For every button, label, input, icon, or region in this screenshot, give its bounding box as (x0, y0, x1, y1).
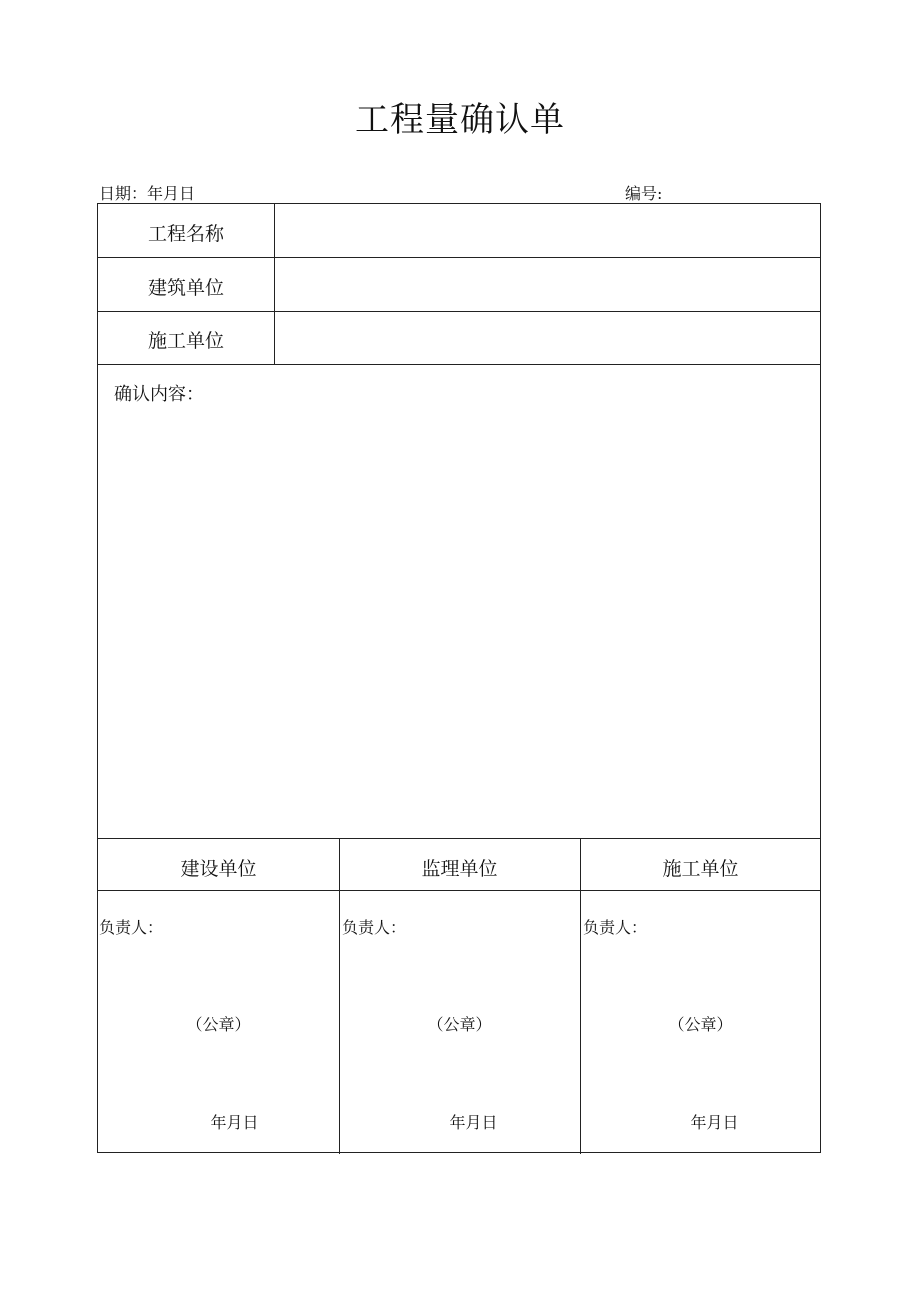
builder-unit-header: 建设单位 (180, 858, 257, 880)
row-divider (98, 257, 820, 258)
supervision-seal: （公章） (427, 1015, 492, 1034)
row-divider (98, 311, 820, 312)
column-divider (580, 838, 581, 1154)
date-field: 日期：年月日 (99, 184, 196, 203)
column-divider (274, 204, 275, 364)
row-divider (98, 838, 820, 839)
contractor-seal: （公章） (668, 1015, 733, 1034)
supervision-sign-date: 年月日 (449, 1113, 498, 1132)
confirmation-form (97, 203, 821, 1153)
contractor-unit-header: 施工单位 (662, 858, 739, 880)
supervision-unit-header: 监理单位 (421, 858, 498, 880)
document-number-field: 编号: (625, 184, 663, 203)
confirmation-content-label: 确认内容： (114, 384, 204, 405)
row-divider (98, 364, 820, 365)
row-divider (98, 890, 820, 891)
supervision-responsible-person: 负责人： (342, 918, 407, 937)
project-name-label: 工程名称 (147, 223, 224, 245)
document-title: 工程量确认单 (355, 100, 565, 140)
construction-unit-label: 建筑单位 (147, 277, 224, 299)
builder-responsible-person: 负责人： (99, 918, 164, 937)
contractor-sign-date: 年月日 (690, 1113, 739, 1132)
contractor-responsible-person: 负责人： (583, 918, 648, 937)
builder-sign-date: 年月日 (210, 1113, 259, 1132)
contractor-label: 施工单位 (147, 330, 224, 352)
builder-seal: （公章） (186, 1015, 251, 1034)
column-divider (339, 838, 340, 1154)
